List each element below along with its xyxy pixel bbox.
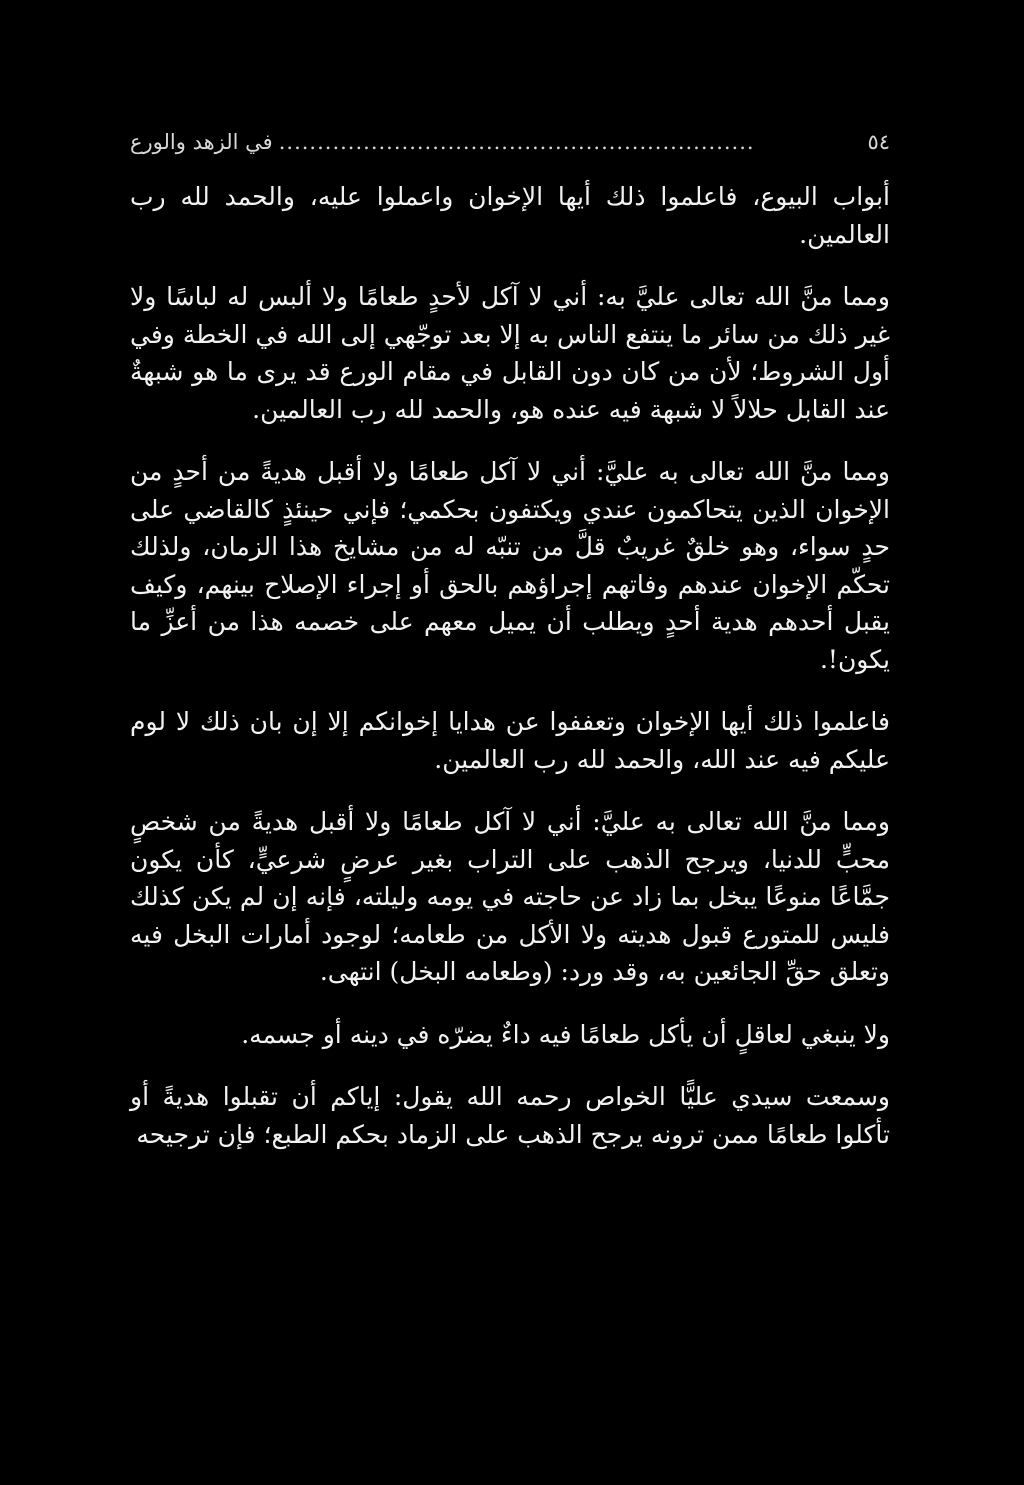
page-number: ٥٤ [867,130,890,154]
paragraph-6: ولا ينبغي لعاقلٍ أن يأكل طعامًا فيه داءٌ يضرّه في دينه أو جسمه. [241,1019,890,1049]
paragraph-1: أبواب البيوع، فاعلموا ذلك أيها الإخوان واعملوا عليه، والحمد لله رب العالمين. [130,182,890,249]
paragraph-2: ومما منَّ الله تعالى عليَّ به: أني لا آكل لأحدٍ طعامًا ولا ألبس له لباسًا ولا غير ذلك من سائر ما ينتفع الناس به إلا بعد توجّهي إلى الله في الخطة وفي أول الشروط؛ لأن من كان دون القابل في مقام الورع قد يرى ما هو شبهةٌ عند القابل حلالاً لا شبهة فيه عنده هو، والحمد لله رب العالمين. [130,282,890,424]
header-title: في الزهد والورع [130,130,273,154]
paragraph-5: ومما منَّ الله تعالى به عليَّ: أني لا آكل طعامًا ولا أقبل هديةً من شخصٍ محبٍّ للدنيا، ويرجح الذهب على التراب بغير عرضٍ شرعيٍّ، كأن يكون جمَّاعًا منوعًا يبخل بما زاد عن حاجته في يومه وليلته، فإنه إن لم يكن كذلك فليس للمتورع قبول هديته ولا الأكل من طعامه؛ لوجود أمارات البخل فيه وتعلق حقِّ الجائعين به، وقد ورد: (وطعامه البخل) انتهى. [130,807,890,986]
paragraph-7: وسمعت سيدي عليًّا الخواص رحمه الله يقول: إياكم أن تقبلوا هديةً أو تأكلوا طعامًا ممن ترونه يرجح الذهب على الزماد بحكم الطبع؛ فإن ترجيحه [130,1082,890,1149]
running-header [130,130,890,170]
paragraph-4: فاعلموا ذلك أيها الإخوان وتعففوا عن هدايا إخوانكم إلا إن بان ذلك لا لوم عليكم فيه عند الله، والحمد لله رب العالمين. [130,707,890,774]
paragraph-3: ومما منَّ الله تعالى به عليَّ: أني لا آكل طعامًا ولا أقبل هديةً من أحدٍ من الإخوان الذين يتحاكمون عندي ويكتفون بحكمي؛ فإني حينئذٍ كالقاضي على حدٍ سواء، وهو خلقٌ غريبٌ قلَّ من تنبّه له من مشايخ هذا الزمان، ولذلك تحكّم الإخوان عندهم وفاتهم إجراؤهم بالحق أو إجراء الإصلاح بينهم، وكيف يقبل أحدهم هدية أحدٍ ويطلب أن يميل معهم على خصمه هذا من أعزِّ ما يكون!. [130,457,890,674]
page [130,130,890,1165]
header-dot-leader: .............................................................. [278,130,755,154]
